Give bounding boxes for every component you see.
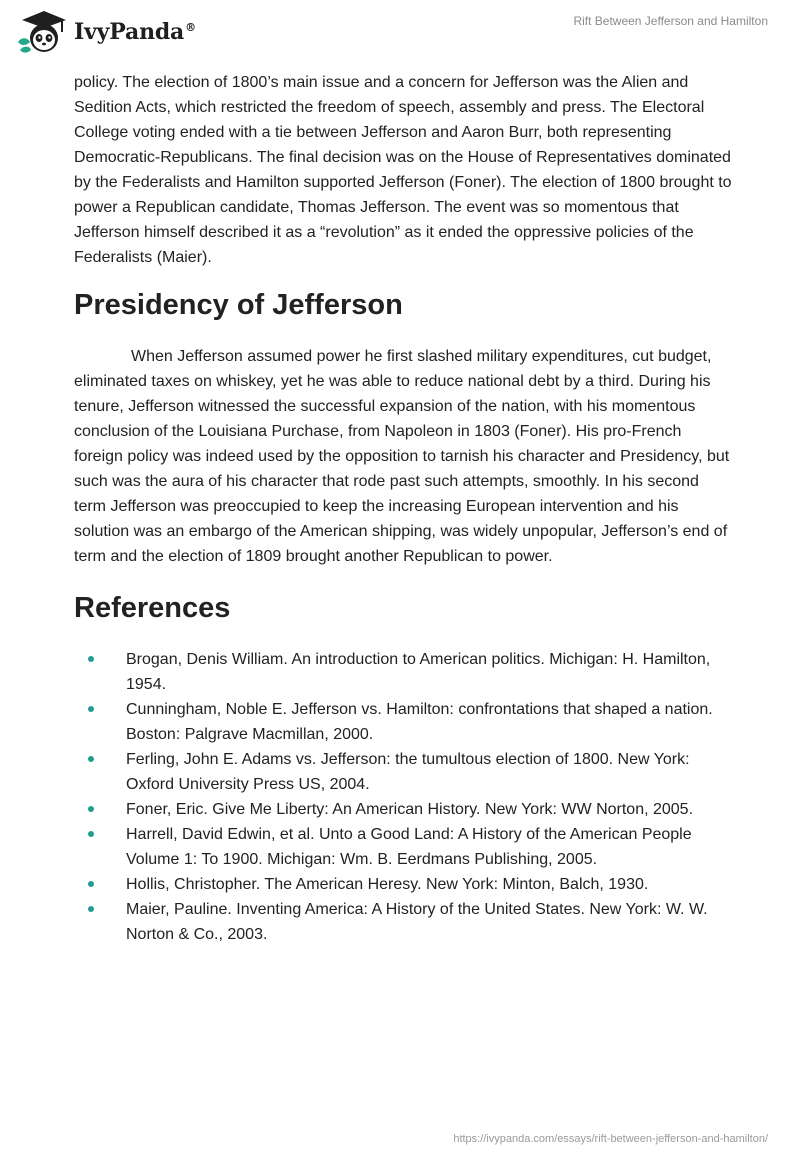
reference-item: Brogan, Denis William. An introduction to American politics. Michigan: H. Hamilton, 1954. [74,647,734,697]
reference-item: Hollis, Christopher. The American Heresy. New York: Minton, Balch, 1930. [74,872,734,897]
reference-item: Harrell, David Edwin, et al. Unto a Good Land: A History of the American People Volume 1: To 1900. Michigan: Wm. B. Eerdmans Publishing, 2005. [74,822,734,872]
essay-content [74,70,734,947]
document-title: Rift Between Jefferson and Hamilton [573,14,768,28]
bullet-icon [88,831,94,837]
references-heading: References [74,592,231,624]
page-header [0,0,800,64]
bullet-icon [88,906,94,912]
footer-url[interactable]: https://ivypanda.com/essays/rift-between-jefferson-and-hamilton/ [453,1133,768,1145]
bullet-icon [88,656,94,662]
brand-name: IvyPanda® [74,19,196,45]
intro-paragraph: policy. The election of 1800’s main issue and a concern for Jefferson was the Alien and Sedition Acts, which restricted the freedom of speech, assembly and press. The Electoral College voting ended with a tie between Jefferson and Aaron Burr, both representing Democratic-Republicans. The final decision was on the House of Representatives dominated by the Federalists and Hamilton supported Jefferson (Foner). The election of 1800 brought to power a Republican candidate, Thomas Jefferson. The event was so momentous that Jefferson himself described it as a “revolution” as it ended the oppressive policies of the Federalists (Maier). [74,74,732,266]
bullet-icon [88,756,94,762]
ivypanda-logo[interactable] [14,8,196,56]
presidency-heading: Presidency of Jefferson [74,289,403,321]
presidency-paragraph: When Jefferson assumed power he first slashed military expenditures, cut budget, eliminated taxes on whiskey, yet he was able to reduce national debt by a third. During his tenure, Jefferson witnessed the successful expansion of the nation, with his momentous conclusion of the Louisiana Purchase, from Napoleon in 1803 (Foner). His pro-French foreign policy was indeed used by the opposition to tarnish his character and Presidency, but such was the aura of his character that rode past such attempts, smoothly. In his second term Jefferson was preoccupied to keep the increasing European intervention and his solution was an embargo of the American shipping, was widely unpopular, Jefferson’s end of term and the election of 1809 brought another Republican to power. [74,348,730,565]
bullet-icon [88,806,94,812]
reference-item: Foner, Eric. Give Me Liberty: An American History. New York: WW Norton, 2005. [74,797,734,822]
reference-item: Cunningham, Noble E. Jefferson vs. Hamilton: confrontations that shaped a nation. Boston: Palgrave Macmillan, 2000. [74,697,734,747]
reference-item: Maier, Pauline. Inventing America: A History of the United States. New York: W. W. Norton & Co., 2003. [74,897,734,947]
reference-item: Ferling, John E. Adams vs. Jefferson: the tumultous election of 1800. New York: Oxford University Press US, 2004. [74,747,734,797]
panda-graduate-icon [14,8,70,56]
references-list [74,647,734,947]
bullet-icon [88,706,94,712]
bullet-icon [88,881,94,887]
